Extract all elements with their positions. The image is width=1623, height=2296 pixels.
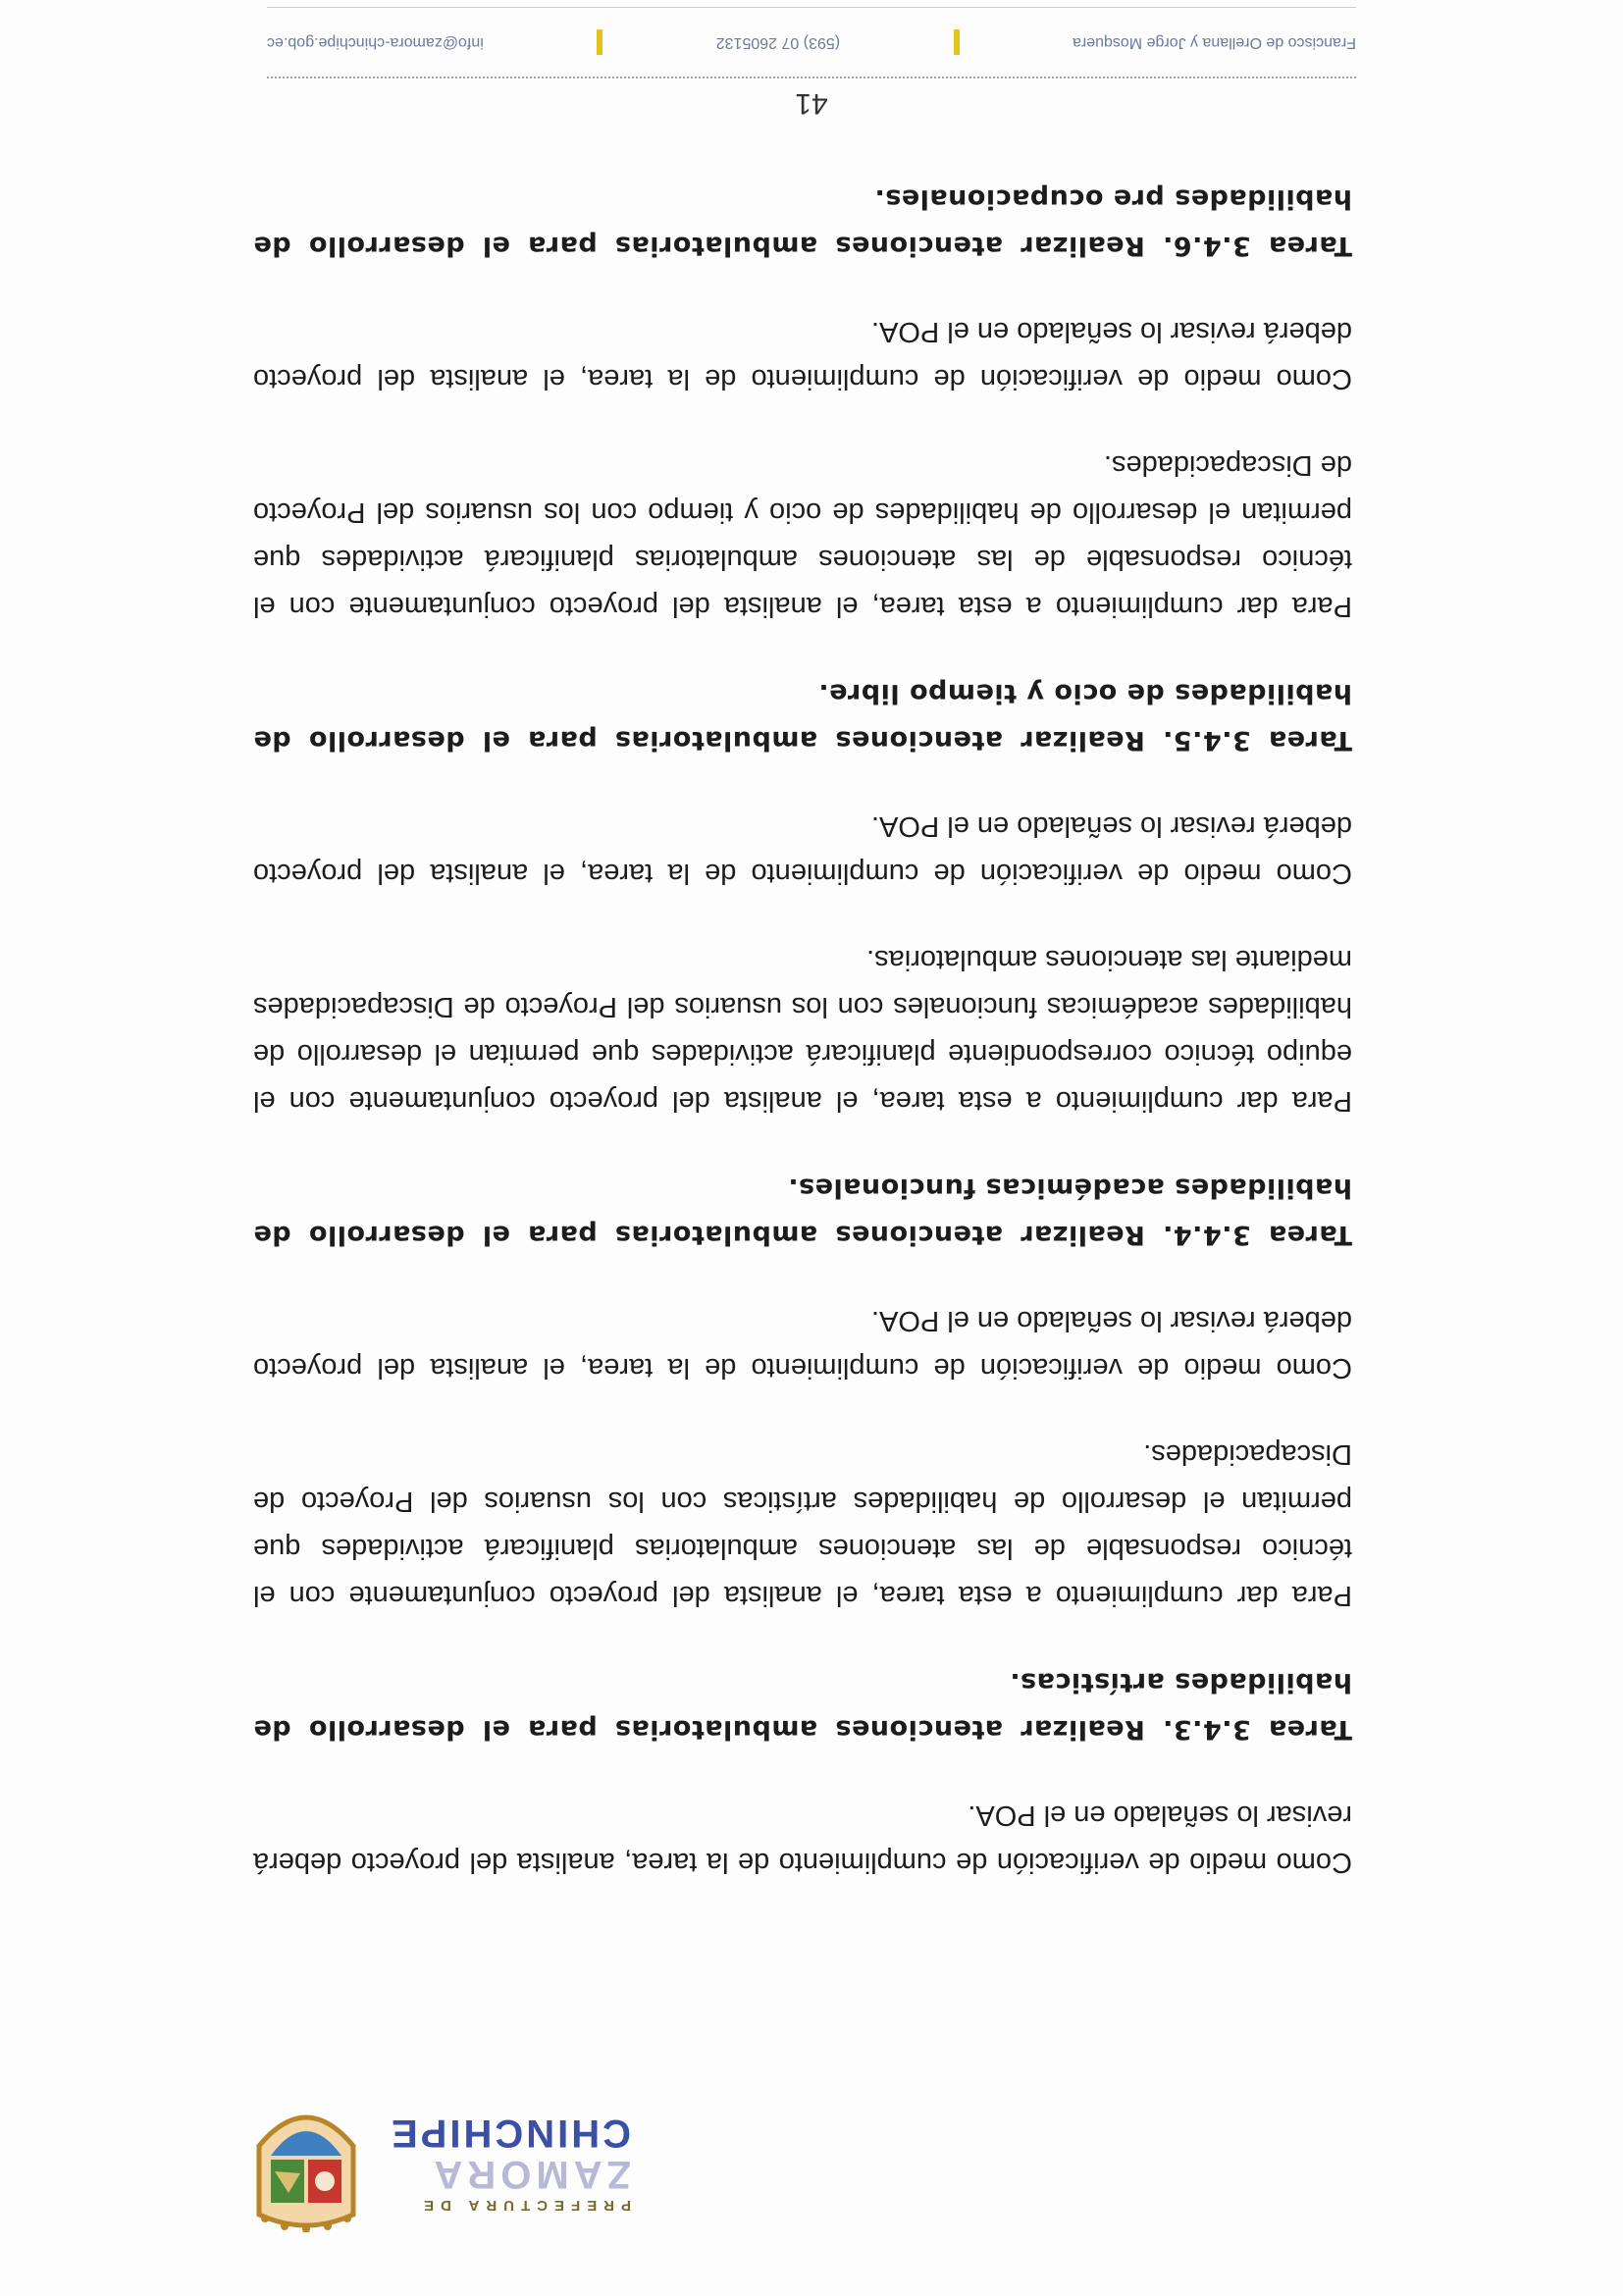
- document-body: [253, 135, 1352, 1886]
- coat-of-arms-icon: [245, 2095, 367, 2232]
- footer-separator: [954, 29, 960, 55]
- footer-phone: (593) 07 2605132: [715, 34, 841, 51]
- paragraph: Para dar cumplimiento a esta tarea, el analista del proyecto conjuntamente con el técnico responsable de las atenciones ambulatorias planificará actividades que permitan el desarrollo de habilidades artísticas con los usuarios del Proyecto de Discapacidades.: [253, 1438, 1352, 1611]
- logo-chinchipe-label: CHINCHIPE: [389, 2112, 632, 2156]
- footer-email: info@zamora-chinchipe.gob.ec: [267, 34, 484, 51]
- paragraph: Como medio de verificación de cumplimiento de la tarea, el analista del proyecto deberá revisar lo señalado en el POA.: [253, 1305, 1352, 1383]
- logo-text: [389, 2114, 631, 2214]
- letterhead: [245, 2090, 677, 2237]
- footer-separator: [597, 29, 602, 55]
- footer-address: Francisco de Orellana y Jorge Mosquera: [1072, 34, 1356, 51]
- page-number: 41: [795, 87, 828, 120]
- paragraph: Para dar cumplimiento a esta tarea, el analista del proyecto conjuntamente con el equipo técnico correspondiente planificará actividades que permitan el desarrollo de habilidades académicas funcionales con los usuarios del Proyecto de Discapacidades mediante las atenciones ambulatorias.: [253, 944, 1352, 1117]
- task-heading: Tarea 3.4.5. Realizar atenciones ambulatorias para el desarrollo de habilidades de ocio y tiempo libre.: [253, 678, 1352, 756]
- task-heading: Tarea 3.4.4. Realizar atenciones ambulatorias para el desarrollo de habilidades académicas funcionales.: [253, 1173, 1352, 1250]
- task-heading: Tarea 3.4.3. Realizar atenciones ambulatorias para el desarrollo de habilidades artísticas.: [253, 1667, 1352, 1745]
- paragraph: Como medio de verificación de cumplimiento de la tarea, analista del proyecto deberá revisar lo señalado en el POA.: [253, 1800, 1352, 1878]
- task-heading: Tarea 3.4.6. Realizar atenciones ambulatorias para el desarrollo de habilidades pre ocupacionales.: [253, 183, 1352, 261]
- logo-zamora-label: ZAMORA: [429, 2153, 632, 2197]
- logo-prefectura-label: PREFECTURA DE: [417, 2197, 632, 2215]
- footer: [267, 7, 1356, 78]
- paragraph: Como medio de verificación de cumplimiento de la tarea, el analista del proyecto deberá revisar lo señalado en el POA.: [253, 316, 1352, 394]
- paragraph: Para dar cumplimiento a esta tarea, el analista del proyecto conjuntamente con el técnico responsable de las atenciones ambulatorias planificará actividades que permitan el desarrollo de habilidades de ocio y tiempo con los usuarios del Proyecto de Discapacidades.: [253, 449, 1352, 622]
- paragraph: Como medio de verificación de cumplimiento de la tarea, el analista del proyecto deberá revisar lo señalado en el POA.: [253, 810, 1352, 889]
